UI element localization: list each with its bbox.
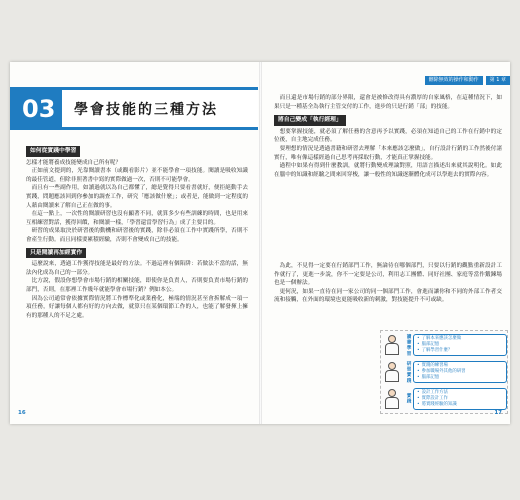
paragraph: 正如前文提到的，光靠閱讀書本（或觀看影片）並不能學會一項技能。閱讀是吸收知識的最佳管道，但除非照著書中寫的實際做過一次，否則不可能學會。 xyxy=(26,168,248,183)
chapter-banner xyxy=(10,87,258,130)
paragraph: 要理想的情況是透過書籍和研習去理解「本來應該怎麼做」，自行設計行銷的工作然後付諸實行，唯有像這樣經過自己思考再採取行動，才能真正掌握技能。 xyxy=(274,145,502,161)
figure-row-label: 實踐 xyxy=(406,393,411,405)
paragraph: 更何況，如果一直待在同一家公司的同一個部門工作，會進而讓你和不同的外部工作者交流和接觸，在外面的環境也更能吸收新的刺激，對技能提升不可或缺。 xyxy=(274,288,502,304)
paragraph: 為此，不見得一定要在行銷部門工作，無論待在哪個部門，只要以行銷的觀點重新設計工作就行了，更進一步說，你不一定要是公司，利用志工團體、同好社團、家庭等當作鍛鍊場也是一個辦法。 xyxy=(274,263,502,287)
page-number: 17 xyxy=(494,410,502,416)
figure-bubble: • 了解本來應該怎麼做 • 腦部記憶 • 了解學習什麼？ xyxy=(413,334,507,356)
paragraph: 因為公司通常會依據實際情況將工作標準化或業務化，極端的情況甚至會拆解成一項一項任務，好讓每個人都有好的方向去做，就算只在某個環節工作的人，也能了解發揮上擁有的那種人的不足之處。 xyxy=(26,295,248,319)
chapter-title: 學會技能的三種方法 xyxy=(62,90,258,127)
chapter-indicator: 第 1 章 xyxy=(486,76,510,85)
paragraph: 而且有一些副作用，如讀過就以為自己都懂了，總是覺得只要看書就好，便拒絕動手去實踐，問題應該回到你參加的調查工作，研究「應該做什麼」；或者是，能做到一定程度的人藉由閱讀來了解自己正在做的事。 xyxy=(26,185,248,209)
running-header xyxy=(425,76,510,85)
left-page xyxy=(10,62,260,424)
running-title: 刪除無效的操作和動作 xyxy=(425,76,483,85)
paragraph: 而且還是市場行銷的部分界限，還會是被修改得具有濃厚的自家風格，在這種情況下，如果只是一種基全為執行主管交付的工作，進步的只是行銷「部」的技能。 xyxy=(274,95,502,110)
figure-row xyxy=(381,333,507,357)
right-body-bottom xyxy=(274,262,502,305)
chapter-number: 03 xyxy=(22,94,56,123)
figure-row-label: 讀書學習 xyxy=(406,333,411,357)
paragraph: 研習的成果取決於研習後的動機和研習後的實踐，除非必須在工作中實踐所學，否則不會產生行動。而且同樣要累積經驗，否則不會變成自己的技能。 xyxy=(26,228,248,243)
paragraph: 比方說，假設你想學會市場行銷的相關技能，即使你是負責人，否則要負責市場行銷的部門，否則，在那裡工作幾年就能學會市場行銷？例如本公。 xyxy=(26,278,248,293)
paragraph: 在這一點上，一次性的閱讀研習也沒有顯著不同，就算多少有些訓練的時間，也是用來互相練習對話，獲得回饋，和閱讀一樣，「學習還當學習行為」成了主要目的。 xyxy=(26,211,248,226)
left-body xyxy=(26,146,248,320)
right-page xyxy=(262,62,510,424)
figure-row-label: 研習實踐 xyxy=(406,360,411,384)
page-number: 16 xyxy=(18,410,26,416)
section-heading: 只是閱讀再加經實作 xyxy=(26,248,86,259)
figure-bubble: • 實踐的練習場 • 參加職場外其他的研習 • 腦部記憶 xyxy=(413,361,507,383)
paragraph: 想要掌握技能，就必須了解任務的含意再予以實踐，必須在知道自己的工作在行銷中的定位後，自主地完成任務。 xyxy=(274,128,502,144)
skill-figure xyxy=(380,330,508,414)
paragraph: 這麼說來，透過工作獲得技能是最好的方法。不過這裡有個陷阱：若做法不當的話，無法內化成為自己的一部分。 xyxy=(26,261,248,276)
book-spread xyxy=(10,62,510,424)
figure-row xyxy=(381,360,507,384)
section-heading: 如何從實踐中學習 xyxy=(26,146,80,157)
person-icon xyxy=(381,388,403,410)
person-icon xyxy=(381,361,403,383)
figure-bubble: • 設計工作方法 • 實際設計工作 • 將實踐經驗的知識 xyxy=(413,388,507,410)
section-heading: 將自己變成「執行經理」 xyxy=(274,115,346,126)
figure-row xyxy=(381,387,507,411)
right-body-top xyxy=(274,94,502,179)
person-icon xyxy=(381,334,403,356)
paragraph: 過程中如果有得到什麼教訓，就將行動變成理論對照，用語言描述出來就其說明化。如此在腦中的知識和經驗之間來回穿梭，讓一般性的知識逐漸體化成可以學進去的實際內容。 xyxy=(274,163,502,178)
paragraph: 怎樣才能將養成技能變成自己所有呢？ xyxy=(26,159,122,166)
